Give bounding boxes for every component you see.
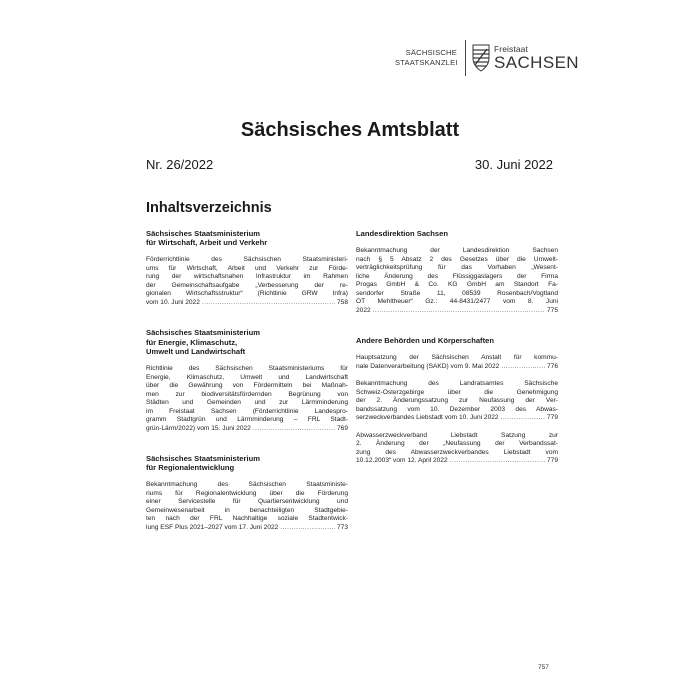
toc-entry-line: über die Gewährung von Fördermitteln bei Maßnah- xyxy=(146,382,348,390)
toc-section xyxy=(356,229,558,315)
toc-entry-holder xyxy=(356,247,558,315)
toc-section xyxy=(146,328,348,433)
toc-entry-holder xyxy=(356,354,558,371)
leader-dots xyxy=(501,363,545,372)
issue-date: 30. Juni 2022 xyxy=(474,157,553,172)
section-heading xyxy=(146,229,348,247)
toc-page-number: 776 xyxy=(546,362,558,370)
staatskanzlei-line-1: SÄCHSISCHE xyxy=(405,48,457,57)
toc-entry[interactable] xyxy=(356,432,558,466)
toc-entry-line: gionalen Wirtschaftsstruktur“ (Richtlinie GRW Infra) xyxy=(146,290,348,298)
toc-entry-line: nach § 5 Absatz 2 des Gesetzes über die Umwelt- xyxy=(356,255,558,263)
toc-entry-line: Städten und Gemeinden und zur Lärmminderung xyxy=(146,399,348,407)
toc-entry-line: men zur biodiversitätsfördernden Begrünung von xyxy=(146,390,348,398)
toc-entry-line: Abwasserzweckverband Liebstadt Satzung zur xyxy=(356,431,558,439)
toc-page-number: 769 xyxy=(336,424,348,432)
toc-entry-line: gramm Stadtgrün und Lärmminderung – FRL Stadt- xyxy=(146,416,348,424)
section-heading xyxy=(146,328,348,356)
toc-entry-line: riums für Regionalentwicklung über die Förderung xyxy=(146,489,348,497)
toc-section xyxy=(146,454,348,532)
leader-dots xyxy=(202,299,335,308)
logo-divider xyxy=(465,40,466,76)
section-heading-line: Sächsisches Staatsministerium xyxy=(146,328,260,338)
toc-entry-line: der Gemeinschaftsaufgabe „Verbesserung der re- xyxy=(146,281,348,289)
toc-entry-line: OT Mehltheuer“ Gz.: 44-8431/2477 vom 8. Juni xyxy=(356,298,558,306)
section-heading-line: Sächsisches Staatsministerium xyxy=(146,454,260,464)
section-heading-line: für Wirtschaft, Arbeit und Verkehr xyxy=(146,238,268,248)
footer-page-number: 757 xyxy=(538,664,549,671)
toc-heading: Inhaltsverzeichnis xyxy=(146,200,272,216)
toc-entry-line: sendorfer Straße 11, 08539 Rosenbach/Vogtland xyxy=(356,289,558,297)
toc-entry[interactable] xyxy=(146,481,348,532)
toc-entry-last-text: lung ESF Plus 2021–2027 vom 17. Juni 2022 xyxy=(146,523,279,531)
toc-page-number: 773 xyxy=(336,523,348,531)
toc-entry-last-text: vom 10. Juni 2022 xyxy=(146,298,200,306)
section-heading-line: für Regionalentwicklung xyxy=(146,463,235,473)
toc-page-number: 779 xyxy=(546,457,558,465)
toc-entry-line: Bekanntmachung des Sächsischen Staatsministe- xyxy=(146,481,348,489)
toc-page-number: 779 xyxy=(546,414,558,422)
toc-entry[interactable] xyxy=(356,247,558,315)
toc-entry-line: liche Änderung des Flüssiggaslagers der Firma xyxy=(356,272,558,280)
staatskanzlei-line-2: STAATSKANZLEI xyxy=(395,58,458,67)
toc-entry-line: Progas GmbH & Co. KG GmbH am Standort Fa- xyxy=(356,281,558,289)
freistaat-sachsen-wordmark xyxy=(494,45,579,72)
toc-entry-line: Schweiz-Osterzgebirge über die Genehmigung xyxy=(356,388,558,396)
toc-entry-line: Hauptsatzung der Sächsischen Anstalt für kommu- xyxy=(356,354,558,362)
page-title: Sächsisches Amtsblatt xyxy=(240,119,460,141)
toc-entry-holder xyxy=(356,432,558,466)
toc-entry-last-line xyxy=(356,363,558,372)
toc-section xyxy=(146,229,348,307)
toc-entry-last-line xyxy=(356,414,558,423)
toc-entry-line: 2. Änderung der „Neufassung der Verbandssat- xyxy=(356,440,558,448)
toc-entry[interactable] xyxy=(356,380,558,423)
section-heading-line: Sächsisches Staatsministerium xyxy=(146,229,260,238)
toc-entry[interactable] xyxy=(146,256,348,307)
toc-section xyxy=(356,336,558,466)
leader-dots xyxy=(450,457,545,466)
toc-entry-line: der 2. Änderungssatzung zur Neufassung der Ver- xyxy=(356,397,558,405)
toc-entry-line: Bekanntmachung des Landratsamtes Sächsische xyxy=(356,380,558,388)
toc-entry[interactable] xyxy=(146,365,348,433)
section-heading xyxy=(356,229,558,238)
toc-entry-line: ums für Wirtschaft, Arbeit und Verkehr zur Förde- xyxy=(146,264,348,272)
toc-entry-line: Förderrichtlinie des Sächsischen Staatsministeri- xyxy=(146,256,348,264)
coat-of-arms-icon xyxy=(472,44,490,72)
toc-entry-last-line xyxy=(356,457,558,466)
toc-entry-last-text: 2022 xyxy=(356,306,371,314)
toc-entry-holder xyxy=(356,380,558,423)
toc-entry-last-line xyxy=(146,524,348,533)
toc-right-column xyxy=(356,229,558,466)
toc-entry-line: Gemeinwesenarbeit in benachteiligten Stadtgebie- xyxy=(146,506,348,514)
toc-entry-line: Energie, Klimaschutz, Umwelt und Landwirtschaft xyxy=(146,373,348,381)
toc-left-column xyxy=(146,229,348,532)
toc-entry-line: Bekanntmachung der Landesdirektion Sachsen xyxy=(356,247,558,255)
leader-dots xyxy=(373,307,545,316)
header-logo xyxy=(395,43,579,73)
toc-entry-line: ten nach der FRL Nachhaltige soziale Stadtentwick- xyxy=(146,515,348,523)
toc-entry-last-text: nale Datenverarbeitung (SAKD) vom 9. Mai 2022 xyxy=(356,362,500,370)
section-heading xyxy=(146,454,348,472)
sachsen-label: SACHSEN xyxy=(494,53,579,73)
leader-dots xyxy=(501,414,545,423)
toc-entry-last-line xyxy=(146,299,348,308)
toc-entry-line: rung der wirtschaftsnahen Infrastruktur im Rahmen xyxy=(146,273,348,281)
toc-page-number: 758 xyxy=(336,298,348,306)
toc-entry-line: im Freistaat Sachsen (Förderrichtlinie Landespro- xyxy=(146,407,348,415)
issue-number: Nr. 26/2022 xyxy=(146,157,214,172)
freistaat-label: Freistaat xyxy=(494,43,528,54)
section-heading-line: Umwelt und Landwirtschaft xyxy=(146,346,246,356)
toc-page-number: 775 xyxy=(546,306,558,314)
toc-entry-last-text: grün-Lärm/2022) vom 15. Juni 2022 xyxy=(146,424,251,432)
section-heading-line: Landesdirektion Sachsen xyxy=(356,229,448,238)
toc-entry-last-line xyxy=(356,307,558,316)
section-heading-line: Andere Behörden und Körperschaften xyxy=(356,336,494,346)
section-heading xyxy=(356,336,558,345)
toc-entry-last-text: serzweckverbandes Liebstadt vom 10. Juni 2022 xyxy=(356,414,499,422)
toc-entry-last-line xyxy=(146,425,348,434)
toc-entry-line: Richtlinie des Sächsischen Staatsministeriums für xyxy=(146,365,348,373)
toc-entry[interactable] xyxy=(356,354,558,371)
staatskanzlei-label xyxy=(395,48,457,68)
toc-entry-line: bandssatzung vom 10. Dezember 2003 des Abwas- xyxy=(356,405,558,413)
toc-entry-line: einer Servicestelle für Quartiersentwicklung und xyxy=(146,498,348,506)
section-heading-line: für Energie, Klimaschutz, xyxy=(146,337,238,347)
toc-entry-line: zung des Abwasserzweckverbandes Liebstadt vom xyxy=(356,448,558,456)
toc-entry-last-text: 10.12.2003“ vom 12. April 2022 xyxy=(356,457,448,465)
leader-dots xyxy=(280,524,335,533)
leader-dots xyxy=(253,425,335,434)
toc-entry-line: verträglichkeitsprüfung für das Vorhaben „Wesent- xyxy=(356,264,558,272)
